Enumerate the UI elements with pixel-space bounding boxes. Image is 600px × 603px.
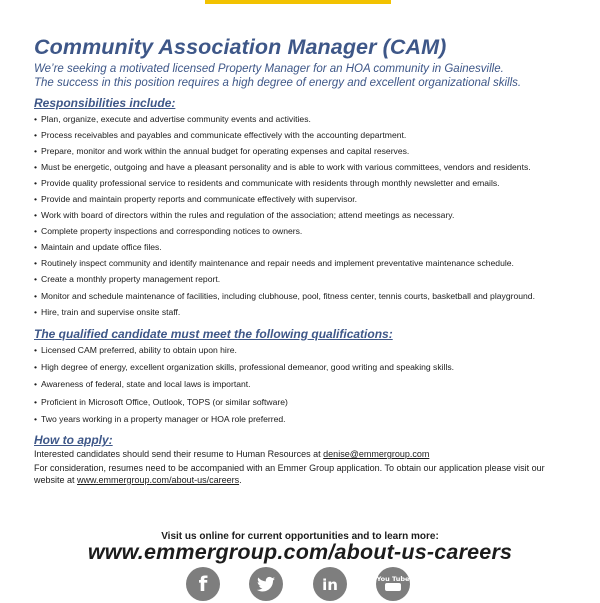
list-item: • Proficient in Microsoft Office, Outlook, TOPS (or similar software) bbox=[34, 397, 568, 408]
qualifications-list bbox=[34, 345, 568, 426]
list-item: • Plan, organize, execute and advertise community events and activities. bbox=[34, 114, 568, 125]
linkedin-icon[interactable] bbox=[313, 567, 347, 601]
list-item: • Awareness of federal, state and local laws is important. bbox=[34, 379, 568, 390]
how-to-apply-heading: How to apply: bbox=[34, 433, 113, 448]
youtube-label: You Tube bbox=[376, 575, 410, 583]
list-item: • Hire, train and supervise onsite staff. bbox=[34, 307, 568, 318]
facebook-icon[interactable] bbox=[186, 567, 220, 601]
list-item: • Monitor and schedule maintenance of facilities, including clubhouse, pool, fitness center, tennis courts, basketball and playground. bbox=[34, 291, 568, 302]
list-item: • Licensed CAM preferred, ability to obtain upon hire. bbox=[34, 345, 568, 356]
facebook-glyph: f bbox=[198, 572, 208, 596]
list-item: • Complete property inspections and corresponding notices to owners. bbox=[34, 226, 568, 237]
social-links bbox=[0, 567, 600, 603]
linkedin-glyph: in bbox=[322, 576, 338, 594]
top-accent-bar bbox=[205, 0, 391, 4]
list-item: • Create a monthly property management report. bbox=[34, 274, 568, 285]
list-item: • Work with board of directors within the rules and regulation of the association; attend meetings as necessary. bbox=[34, 210, 568, 221]
list-item: • Two years working in a property manager or HOA role preferred. bbox=[34, 414, 568, 425]
careers-link[interactable]: www.emmergroup.com/about-us/careers bbox=[77, 474, 240, 485]
list-item: • Must be energetic, outgoing and have a pleasant personality and is able to work with various committees, vendors and residents. bbox=[34, 162, 568, 173]
list-item: • Provide quality professional service to residents and communicate with residents through monthly newsletter and emails. bbox=[34, 178, 568, 189]
application-end: . bbox=[239, 474, 242, 485]
list-item: • Routinely inspect community and identify maintenance and repair needs and implement preventative maintenance schedule. bbox=[34, 258, 568, 269]
intro-line-1: We’re seeking a motivated licensed Property Manager for an HOA community in Gainesville. bbox=[34, 63, 504, 75]
youtube-tube-shape bbox=[385, 583, 401, 591]
twitter-bird-glyph bbox=[257, 577, 275, 592]
apply-text: Interested candidates should send their resume to Human Resources at bbox=[34, 449, 324, 460]
application-text: For consideration, resumes need to be accompanied with an Emmer Group application. To obtain our application please visit our website at bbox=[34, 463, 545, 485]
email-link[interactable]: denise@emmergroup.com bbox=[323, 449, 430, 460]
job-posting bbox=[34, 34, 568, 486]
list-item: • Process receivables and payables and communicate effectively with the accounting department. bbox=[34, 130, 568, 141]
list-item: • High degree of energy, excellent organization skills, professional demeanor, good writing and speaking skills. bbox=[34, 362, 568, 373]
responsibilities-list bbox=[34, 114, 568, 318]
list-item: • Provide and maintain property reports and communicate effectively with supervisor. bbox=[34, 194, 568, 205]
visit-text: Visit us online for current opportunities and to learn more: bbox=[161, 531, 439, 542]
apply-instructions bbox=[34, 449, 568, 460]
qualifications-heading: The qualified candidate must meet the following qualifications: bbox=[34, 326, 393, 341]
careers-url[interactable]: www.emmergroup.com/about-us-careers bbox=[87, 540, 513, 564]
youtube-icon[interactable] bbox=[376, 567, 410, 601]
twitter-icon[interactable] bbox=[249, 567, 283, 601]
application-note bbox=[34, 463, 568, 486]
list-item: • Maintain and update office files. bbox=[34, 242, 568, 253]
intro-line-2: The success in this position requires a high degree of energy and excellent organizational skills. bbox=[34, 77, 522, 89]
list-item: • Prepare, monitor and work within the annual budget for operating expenses and capital reserves. bbox=[34, 146, 568, 157]
responsibilities-heading: Responsibilities include: bbox=[34, 96, 176, 110]
page-title: Community Association Manager (CAM) bbox=[34, 35, 447, 59]
